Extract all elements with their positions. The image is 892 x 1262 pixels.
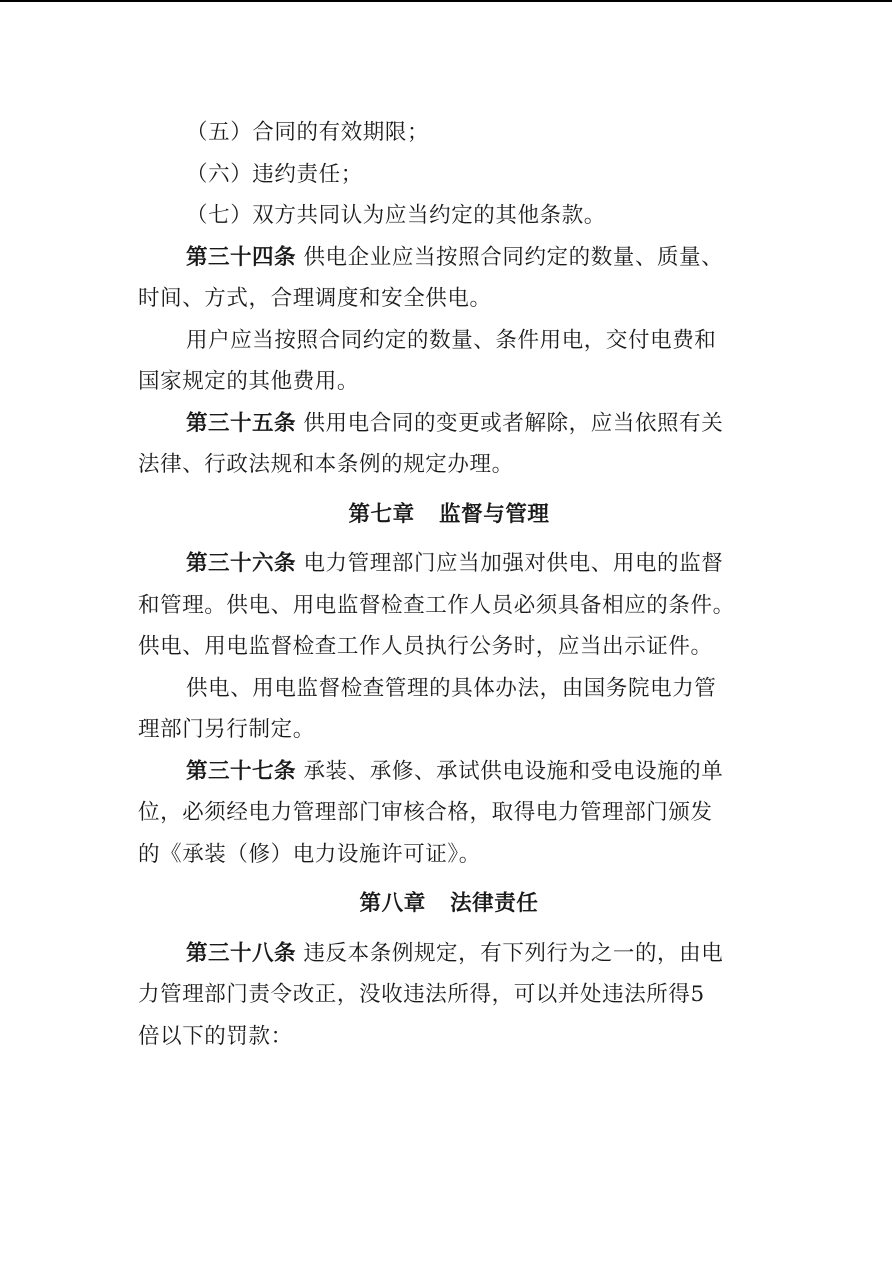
article-35 [138,403,760,486]
paragraph-line: 国家规定的其他费用。 [138,369,360,394]
paragraph-supervision-rules [138,668,760,751]
article-label: 第三十五条 [186,410,297,436]
chapter-8-heading [138,883,760,925]
article-label: 第三十七条 [186,758,297,784]
contract-terms-list [138,112,760,237]
paragraph-line: 理部门另行制定。 [138,717,315,742]
article-35-line-2: 法律、行政法规和本条例的规定办理。 [138,452,514,477]
article-37 [138,751,760,876]
article-38-line-3: 倍以下的罚款： [138,1023,293,1049]
list-item: （五）合同的有效期限； [186,120,430,145]
article-38 [138,933,760,1058]
paragraph-line: 供电、用电监督检查管理的具体办法，由国务院电力管 [186,675,717,701]
article-label: 第三十四条 [186,244,297,270]
article-34 [138,237,760,320]
article-38-line-2: 力管理部门责令改正，没收违法所得，可以并处违法所得5 [138,982,705,1007]
article-34-line-1 [138,237,760,279]
paragraph-line: 用户应当按照合同约定的数量、条件用电，交付电费和 [186,327,717,353]
article-36-line-2: 和管理。供电、用电监督检查工作人员必须具备相应的条件。 [138,592,735,618]
document-page [138,112,760,1057]
article-38-line-1 [138,933,760,975]
paragraph-user-obligations [138,320,760,403]
article-37-line-1 [138,751,760,793]
chapter-number: 第八章 [359,891,426,916]
article-37-line-3: 的《承装（修）电力设施许可证》。 [138,841,481,867]
article-text: 违反本条例规定，有下列行为之一的，由电 [296,940,724,966]
article-label: 第三十八条 [186,940,297,966]
article-36 [138,543,760,668]
list-item: （六）违约责任； [186,161,363,187]
article-36-line-1 [138,543,760,585]
article-text: 供用电合同的变更或者解除，应当依照有关 [296,410,724,436]
list-item: （七）双方共同认为应当约定的其他条款。 [186,203,606,228]
chapter-title: 法律责任 [450,891,539,916]
article-text: 承装、承修、承试供电设施和受电设施的单 [296,758,724,784]
article-text: 电力管理部门应当加强对供电、用电的监督 [296,551,724,576]
article-label: 第三十六条 [186,551,297,576]
chapter-title: 监督与管理 [439,501,550,527]
article-34-line-2: 时间、方式，合理调度和安全供电。 [138,286,492,311]
chapter-number: 第七章 [348,501,415,527]
chapter-7-heading [138,494,760,536]
article-35-line-1 [138,403,760,445]
article-37-line-2: 位，必须经电力管理部门审核合格，取得电力管理部门颁发 [138,800,713,825]
article-text: 供电企业应当按照合同约定的数量、质量、 [296,244,724,270]
article-36-line-3: 供电、用电监督检查工作人员执行公务时，应当出示证件。 [138,634,713,659]
page-top-border [0,0,892,2]
